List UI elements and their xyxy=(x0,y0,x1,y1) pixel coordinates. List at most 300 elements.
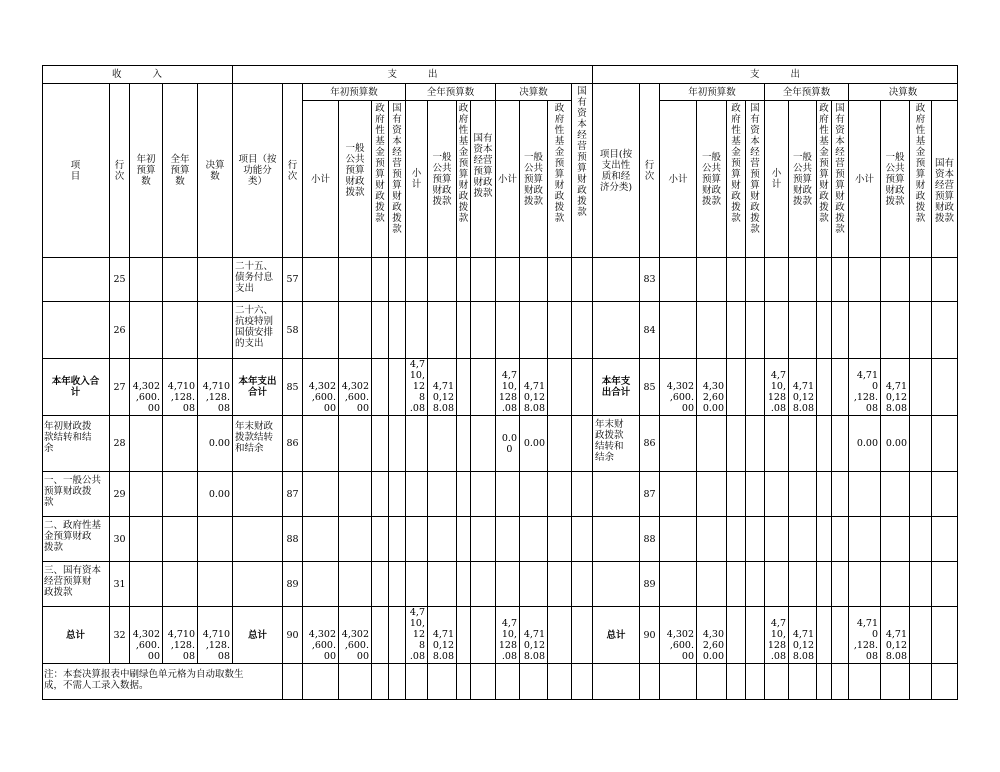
empty-cell xyxy=(428,416,457,472)
header-annual-budget-group: 全年预算数 xyxy=(406,84,496,101)
row-no: 90 xyxy=(640,607,660,664)
empty-cell xyxy=(910,664,932,700)
empty-cell xyxy=(372,517,389,562)
empty-cell xyxy=(746,302,765,359)
empty-cell xyxy=(932,472,958,517)
empty-cell xyxy=(496,664,520,700)
empty-cell xyxy=(789,562,817,607)
empty-cell xyxy=(572,472,593,517)
empty-cell xyxy=(881,664,910,700)
empty-cell xyxy=(457,258,471,302)
empty-cell xyxy=(339,472,372,517)
value-cell: 0.00 xyxy=(849,416,881,472)
empty-cell xyxy=(572,416,593,472)
empty-cell xyxy=(457,607,471,664)
empty-cell xyxy=(932,302,958,359)
empty-cell xyxy=(789,517,817,562)
empty-cell xyxy=(406,302,428,359)
empty-cell xyxy=(832,416,849,472)
row-no: 87 xyxy=(283,472,303,517)
empty-cell xyxy=(593,517,640,562)
item-label: 本年支 出合计 xyxy=(593,359,640,416)
empty-cell xyxy=(593,472,640,517)
empty-cell xyxy=(746,517,765,562)
value-cell: 4,7 10, 128 .08 xyxy=(406,607,428,664)
empty-cell xyxy=(832,664,849,700)
value-cell: 4,30 2,60 0.00 xyxy=(697,359,727,416)
value-cell: 4,302 ,600. 00 xyxy=(660,359,697,416)
empty-cell xyxy=(471,607,496,664)
empty-cell xyxy=(932,416,958,472)
empty-cell xyxy=(233,517,283,562)
empty-cell xyxy=(660,258,697,302)
empty-cell xyxy=(163,258,198,302)
empty-cell xyxy=(42,258,110,302)
empty-cell xyxy=(832,258,849,302)
empty-cell xyxy=(389,416,406,472)
value-cell: 4,7 10, 128 .08 xyxy=(496,359,520,416)
header-eco-gov-fund: 政 府 性 基 金 预 算 财 政 拨 款 xyxy=(727,101,746,258)
empty-cell xyxy=(817,664,832,700)
empty-cell xyxy=(746,472,765,517)
empty-cell xyxy=(303,562,339,607)
empty-cell xyxy=(372,302,389,359)
empty-cell xyxy=(548,258,572,302)
empty-cell xyxy=(339,517,372,562)
empty-cell xyxy=(910,607,932,664)
value-cell: 4,710 ,128. 08 xyxy=(163,607,198,664)
value-cell: 4,302 ,600. 00 xyxy=(660,607,697,664)
empty-cell xyxy=(572,664,593,700)
empty-cell xyxy=(471,416,496,472)
empty-cell xyxy=(817,302,832,359)
empty-cell xyxy=(727,517,746,562)
header-state-capital: 国 有 资 本 经 营 预 算 财 政 拨 款 xyxy=(389,101,406,258)
empty-cell xyxy=(817,416,832,472)
empty-cell xyxy=(765,562,789,607)
header-eco-annual-state-capital: 国 有 资 本 经 营 预 算 财 政 拨 款 xyxy=(832,101,849,258)
empty-cell xyxy=(849,258,881,302)
empty-cell xyxy=(832,517,849,562)
row-no: 57 xyxy=(283,258,303,302)
empty-cell xyxy=(697,517,727,562)
empty-cell xyxy=(520,472,548,517)
empty-cell xyxy=(572,562,593,607)
empty-cell xyxy=(910,302,932,359)
empty-cell xyxy=(817,517,832,562)
header-row-no: 行 次 xyxy=(110,84,130,258)
row-no: 88 xyxy=(640,517,660,562)
empty-cell xyxy=(339,416,372,472)
empty-cell xyxy=(406,664,428,700)
header-final-general-public: 一般 公共 预算 财政 拨款 xyxy=(520,101,548,258)
header-gov-fund: 政 府 性 基 金 预 算 财 政 拨 款 xyxy=(372,101,389,258)
empty-cell xyxy=(849,517,881,562)
header-eco-annual-group: 全年预算数 xyxy=(765,84,849,101)
row-no: 30 xyxy=(110,517,130,562)
row-no: 26 xyxy=(110,302,130,359)
empty-cell xyxy=(130,562,163,607)
header-general-public: 一般 公共 预算 财政 拨款 xyxy=(339,101,372,258)
header-eco-subtotal: 小计 xyxy=(660,101,697,258)
empty-cell xyxy=(457,664,471,700)
empty-cell xyxy=(832,359,849,416)
empty-cell xyxy=(339,562,372,607)
empty-cell xyxy=(457,562,471,607)
empty-cell xyxy=(660,302,697,359)
value-cell: 4,71 0,12 8.08 xyxy=(428,359,457,416)
empty-cell xyxy=(303,258,339,302)
empty-cell xyxy=(198,302,233,359)
empty-cell xyxy=(849,664,881,700)
header-final-subtotal: 小计 xyxy=(496,101,520,258)
empty-cell xyxy=(233,562,283,607)
empty-cell xyxy=(389,302,406,359)
empty-cell xyxy=(660,517,697,562)
empty-cell xyxy=(471,664,496,700)
row-no: 32 xyxy=(110,607,130,664)
empty-cell xyxy=(746,562,765,607)
empty-cell xyxy=(910,472,932,517)
row-no: 85 xyxy=(283,359,303,416)
value-cell: 4,302 ,600. 00 xyxy=(130,607,163,664)
header-eco-initial-group: 年初预算数 xyxy=(660,84,765,101)
value-cell: 0.00 xyxy=(198,416,233,472)
item-label: 一、一般公共 预算财政拨 款 xyxy=(42,472,110,517)
empty-cell xyxy=(789,416,817,472)
empty-cell xyxy=(520,258,548,302)
header-annual-general-public: 一般 公共 预算 财政 拨款 xyxy=(428,101,457,258)
header-state-capital-final: 国 有 资 本 经 营 预 算 财 政 拨 款 xyxy=(572,84,593,258)
row-no: 87 xyxy=(640,472,660,517)
empty-cell xyxy=(660,472,697,517)
row-no: 84 xyxy=(640,302,660,359)
empty-cell xyxy=(428,562,457,607)
header-eco-final-state-capital: 国有 资本 经营 预算 财政 拨款 xyxy=(932,101,958,258)
empty-cell xyxy=(817,607,832,664)
empty-cell xyxy=(471,258,496,302)
empty-cell xyxy=(163,416,198,472)
empty-cell xyxy=(198,258,233,302)
empty-cell xyxy=(910,416,932,472)
empty-cell xyxy=(572,517,593,562)
empty-cell xyxy=(496,472,520,517)
empty-cell xyxy=(389,258,406,302)
empty-cell xyxy=(389,517,406,562)
header-row-no-2: 行 次 xyxy=(283,84,303,258)
empty-cell xyxy=(910,517,932,562)
value-cell: 4,71 0,12 8.08 xyxy=(881,607,910,664)
header-expense-economic: 支 出 xyxy=(593,65,958,84)
header-annual-budget: 全年 预算 数 xyxy=(163,84,198,258)
empty-cell xyxy=(471,359,496,416)
value-cell: 4,710 ,128. 08 xyxy=(198,607,233,664)
value-cell: 4,71 0,12 8.08 xyxy=(428,607,457,664)
empty-cell xyxy=(697,472,727,517)
item-label: 本年收入合 计 xyxy=(42,359,110,416)
empty-cell xyxy=(910,258,932,302)
value-cell: 4,710 ,128. 08 xyxy=(849,359,881,416)
item-label: 年末财 政拨款 结转和 结余 xyxy=(593,416,640,472)
header-annual-subtotal: 小 计 xyxy=(406,101,428,258)
footnote: 注：本套决算报表中刷绿色单元格为自动取数生 成，不需人工录入数据。 xyxy=(42,664,283,700)
empty-cell xyxy=(881,562,910,607)
empty-cell xyxy=(881,302,910,359)
item-label: 三、国有资本 经营预算财 政拨款 xyxy=(42,562,110,607)
empty-cell xyxy=(697,258,727,302)
header-final-amount: 决算 数 xyxy=(198,84,233,258)
empty-cell xyxy=(765,416,789,472)
empty-cell xyxy=(593,302,640,359)
header-eco-annual-general-public: 一般 公共 预算 财政 拨款 xyxy=(789,101,817,258)
empty-cell xyxy=(572,302,593,359)
value-cell: 0.0 0 xyxy=(496,416,520,472)
header-eco-general-public: 一般 公共 预算 财政 拨款 xyxy=(697,101,727,258)
empty-cell xyxy=(697,302,727,359)
item-label: 本年支出 合计 xyxy=(233,359,283,416)
row-no: 28 xyxy=(110,416,130,472)
empty-cell xyxy=(233,472,283,517)
empty-cell xyxy=(548,302,572,359)
value-cell: 4,710 ,128. 08 xyxy=(849,607,881,664)
header-eco-final-group: 决算数 xyxy=(849,84,958,101)
empty-cell xyxy=(548,517,572,562)
empty-cell xyxy=(548,472,572,517)
value-cell: 4,302 ,600. 00 xyxy=(303,359,339,416)
empty-cell xyxy=(389,359,406,416)
empty-cell xyxy=(727,472,746,517)
value-cell: 4,302 ,600. 00 xyxy=(130,359,163,416)
empty-cell xyxy=(727,302,746,359)
empty-cell xyxy=(593,562,640,607)
empty-cell xyxy=(520,664,548,700)
value-cell: 4,302 ,600. 00 xyxy=(339,359,372,416)
header-eco-final-gov-fund: 政 府 性 基 金 预 算 财 政 拨 款 xyxy=(910,101,932,258)
header-eco-annual-subtotal: 小 计 xyxy=(765,101,789,258)
value-cell: 4,71 0,12 8.08 xyxy=(881,359,910,416)
empty-cell xyxy=(303,664,339,700)
header-eco-annual-gov-fund: 政 府 性 基 金 预 算 财 政 拨 款 xyxy=(817,101,832,258)
empty-cell xyxy=(428,258,457,302)
empty-cell xyxy=(198,562,233,607)
value-cell: 4,710 ,128. 08 xyxy=(163,359,198,416)
empty-cell xyxy=(496,562,520,607)
empty-cell xyxy=(520,517,548,562)
empty-cell xyxy=(130,302,163,359)
value-cell: 4,7 10, 128 .08 xyxy=(765,607,789,664)
row-no: 29 xyxy=(110,472,130,517)
empty-cell xyxy=(727,359,746,416)
empty-cell xyxy=(389,472,406,517)
empty-cell xyxy=(789,472,817,517)
header-income: 收 入 xyxy=(42,65,233,84)
empty-cell xyxy=(789,664,817,700)
empty-cell xyxy=(849,302,881,359)
value-cell: 4,71 0,12 8.08 xyxy=(520,607,548,664)
empty-cell xyxy=(572,607,593,664)
empty-cell xyxy=(746,664,765,700)
empty-cell xyxy=(548,359,572,416)
empty-cell xyxy=(130,416,163,472)
empty-cell xyxy=(303,416,339,472)
header-eco-final-subtotal: 小计 xyxy=(849,101,881,258)
row-no: 90 xyxy=(283,607,303,664)
empty-cell xyxy=(457,359,471,416)
header-item: 项 目 xyxy=(42,84,110,258)
empty-cell xyxy=(457,517,471,562)
value-cell: 0.00 xyxy=(881,416,910,472)
header-item-by-economic: 项目(按 支出性 质和经 济分类) xyxy=(593,84,640,258)
empty-cell xyxy=(881,258,910,302)
empty-cell xyxy=(727,258,746,302)
empty-cell xyxy=(406,416,428,472)
empty-cell xyxy=(697,416,727,472)
empty-cell xyxy=(593,664,640,700)
header-final-gov-fund: 政 府 性 基 金 预 算 财 政 拨 款 xyxy=(548,101,572,258)
empty-cell xyxy=(471,472,496,517)
empty-cell xyxy=(457,302,471,359)
empty-cell xyxy=(372,472,389,517)
header-eco-final-general-public: 一般 公共 预算 财政 拨款 xyxy=(881,101,910,258)
value-cell: 0.00 xyxy=(520,416,548,472)
value-cell: 0.00 xyxy=(198,472,233,517)
empty-cell xyxy=(932,664,958,700)
empty-cell xyxy=(130,258,163,302)
empty-cell xyxy=(593,258,640,302)
empty-cell xyxy=(932,359,958,416)
empty-cell xyxy=(765,302,789,359)
empty-cell xyxy=(548,664,572,700)
empty-cell xyxy=(471,302,496,359)
empty-cell xyxy=(457,416,471,472)
empty-cell xyxy=(130,517,163,562)
empty-cell xyxy=(389,664,406,700)
empty-cell xyxy=(163,472,198,517)
empty-cell xyxy=(548,416,572,472)
empty-cell xyxy=(198,517,233,562)
item-label: 年末财政 拨款结转 和结余 xyxy=(233,416,283,472)
empty-cell xyxy=(660,562,697,607)
item-label: 二十六、 抗疫特别 国债安排 的支出 xyxy=(233,302,283,359)
empty-cell xyxy=(746,607,765,664)
item-label: 总计 xyxy=(233,607,283,664)
empty-cell xyxy=(42,302,110,359)
empty-cell xyxy=(881,472,910,517)
empty-cell xyxy=(496,302,520,359)
empty-cell xyxy=(303,472,339,517)
value-cell: 4,302 ,600. 00 xyxy=(303,607,339,664)
empty-cell xyxy=(765,517,789,562)
empty-cell xyxy=(817,258,832,302)
empty-cell xyxy=(406,472,428,517)
value-cell: 4,7 10, 128 .08 xyxy=(406,359,428,416)
empty-cell xyxy=(457,472,471,517)
empty-cell xyxy=(372,607,389,664)
empty-cell xyxy=(339,664,372,700)
empty-cell xyxy=(406,517,428,562)
empty-cell xyxy=(572,359,593,416)
empty-cell xyxy=(471,562,496,607)
empty-cell xyxy=(789,258,817,302)
empty-cell xyxy=(932,258,958,302)
empty-cell xyxy=(697,562,727,607)
item-label: 二十五、 债务付息 支出 xyxy=(233,258,283,302)
empty-cell xyxy=(372,416,389,472)
empty-cell xyxy=(849,472,881,517)
empty-cell xyxy=(130,472,163,517)
row-no: 86 xyxy=(283,416,303,472)
empty-cell xyxy=(910,359,932,416)
empty-cell xyxy=(765,258,789,302)
header-final-group: 决算数 xyxy=(496,84,572,101)
empty-cell xyxy=(406,258,428,302)
header-row-no-3: 行 次 xyxy=(640,84,660,258)
empty-cell xyxy=(881,517,910,562)
value-cell: 4,302 ,600. 00 xyxy=(339,607,372,664)
empty-cell xyxy=(428,664,457,700)
row-no: 89 xyxy=(283,562,303,607)
empty-cell xyxy=(660,664,697,700)
item-label: 总计 xyxy=(42,607,110,664)
empty-cell xyxy=(339,258,372,302)
empty-cell xyxy=(932,607,958,664)
empty-cell xyxy=(727,416,746,472)
empty-cell xyxy=(548,562,572,607)
empty-cell xyxy=(428,472,457,517)
empty-cell xyxy=(372,562,389,607)
empty-cell xyxy=(746,416,765,472)
empty-cell xyxy=(372,258,389,302)
value-cell: 4,71 0,12 8.08 xyxy=(520,359,548,416)
row-no: 25 xyxy=(110,258,130,302)
empty-cell xyxy=(339,302,372,359)
empty-cell xyxy=(910,562,932,607)
empty-cell xyxy=(727,562,746,607)
empty-cell xyxy=(389,607,406,664)
row-no: 58 xyxy=(283,302,303,359)
empty-cell xyxy=(697,664,727,700)
empty-cell xyxy=(471,517,496,562)
empty-cell xyxy=(727,664,746,700)
empty-cell xyxy=(765,664,789,700)
row-no: 86 xyxy=(640,416,660,472)
empty-cell xyxy=(163,302,198,359)
empty-cell xyxy=(817,359,832,416)
header-eco-state-capital: 国 有 资 本 经 营 预 算 财 政 拨 款 xyxy=(746,101,765,258)
value-cell: 4,30 2,60 0.00 xyxy=(697,607,727,664)
header-initial-budget-group: 年初预算数 xyxy=(303,84,406,101)
header-subtotal: 小计 xyxy=(303,101,339,258)
empty-cell xyxy=(849,562,881,607)
empty-cell xyxy=(746,359,765,416)
empty-cell xyxy=(283,664,303,700)
row-no: 85 xyxy=(640,359,660,416)
row-no: 83 xyxy=(640,258,660,302)
empty-cell xyxy=(832,302,849,359)
empty-cell xyxy=(520,302,548,359)
empty-cell xyxy=(817,562,832,607)
row-no: 88 xyxy=(283,517,303,562)
empty-cell xyxy=(548,607,572,664)
empty-cell xyxy=(163,562,198,607)
empty-cell xyxy=(932,562,958,607)
empty-cell xyxy=(428,517,457,562)
value-cell: 4,71 0,12 8.08 xyxy=(789,359,817,416)
empty-cell xyxy=(496,517,520,562)
item-label: 年初财政拨 款结转和结 余 xyxy=(42,416,110,472)
empty-cell xyxy=(428,302,457,359)
empty-cell xyxy=(303,302,339,359)
